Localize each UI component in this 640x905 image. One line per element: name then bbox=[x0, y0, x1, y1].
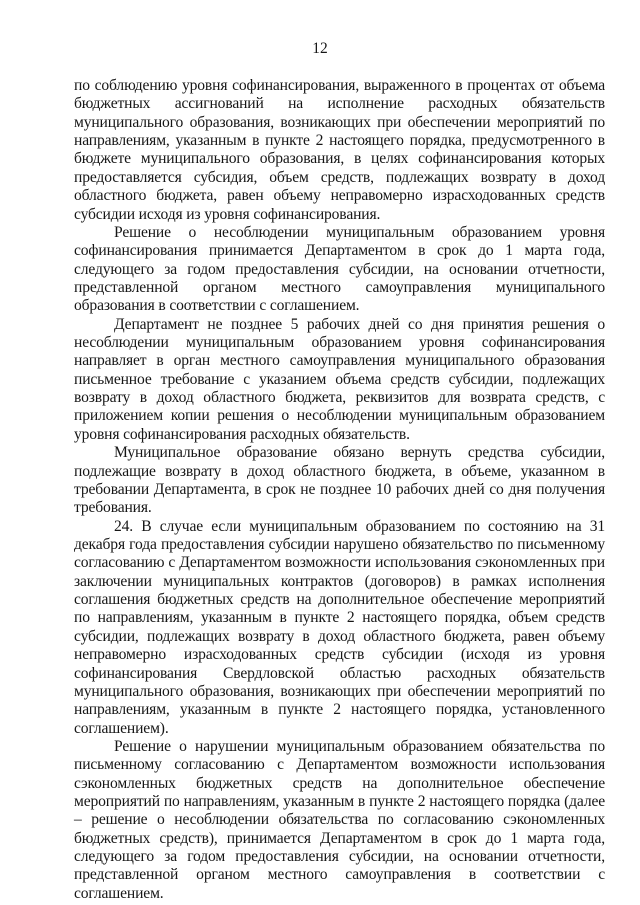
document-body bbox=[74, 77, 605, 903]
page-number: 12 bbox=[312, 40, 328, 57]
paragraph-continuation: по соблюдению уровня софинансирования, выраженного в процентах от объема бюджетных ассигнований на исполнение расходных обязательств муниципального образования, возникающих при обеспечении мероприятий по направлениям, указанным в пункте 2 настоящего порядка, предусмотренного в бюджете муниципального образования, в целях софинансирования которых предоставляется субсидия, объем средств, подлежащих возврату в доход областного бюджета, равен объему неправомерно израсходованных средств субсидии исходя из уровня софинансирования. bbox=[74, 77, 605, 223]
paragraph-department-demand: Департамент не позднее 5 рабочих дней со дня принятия решения о несоблюдении муниципальным образованием уровня софинансирования направляет в орган местного самоуправления муниципального образования письменное требование с указанием объема средств субсидии, подлежащих возврату в доход областного бюджета, реквизитов для возврата средств, с приложением копии решения о несоблюдении муниципальным образованием уровня софинансирования расходных обязательств. bbox=[74, 315, 605, 443]
paragraph-return-obligation: Муниципальное образование обязано вернуть средства субсидии, подлежащие возврату в доход областного бюджета, в объеме, указанном в требовании Департамента, в срок не позднее 10 рабочих дней со дня получения требования. bbox=[74, 444, 605, 517]
paragraph-item-24: 24. В случае если муниципальным образованием по состоянию на 31 декабря года предоставления субсидии нарушено обязательство по письменному согласованию с Департаментом возможности использования сэкономленных при заключении муниципальных контрактов (договоров) в рамках исполнения соглашения бюджетных средств на дополнительное обеспечение мероприятий по направлениям, указанным в пункте 2 настоящего порядка, объем средств субсидии, подлежащих возврату в доход областного бюджета, равен объему неправомерно израсходованных средств субсидии (исходя из уровня софинансирования Свердловской областью расходных обязательств муниципального образования, возникающих при обеспечении мероприятий по направлениям, указанным в пункте 2 настоящего порядка, установленного соглашением). bbox=[74, 517, 605, 737]
paragraph-decision-violation: Решение о нарушении муниципальным образованием обязательства по письменному согласованию с Департаментом возможности использования сэкономленных бюджетных средств на дополнительное обеспечение мероприятий по направлениям, указанным в пункте 2 настоящего порядка (далее – решение о несоблюдении обязательства по согласованию сэкономленных бюджетных средств), принимается Департаментом в срок до 1 марта года, следующего за годом предоставления субсидии, на основании отчетности, представленной органом местного самоуправления в соответствии с соглашением. bbox=[74, 737, 605, 902]
paragraph-decision-cofinancing: Решение о несоблюдении муниципальным образованием уровня софинансирования принимается Департаментом в срок до 1 марта года, следующего за годом предоставления субсидии, на основании отчетности, представленной органом местного самоуправления муниципального образования в соответствии с соглашением. bbox=[74, 223, 605, 315]
